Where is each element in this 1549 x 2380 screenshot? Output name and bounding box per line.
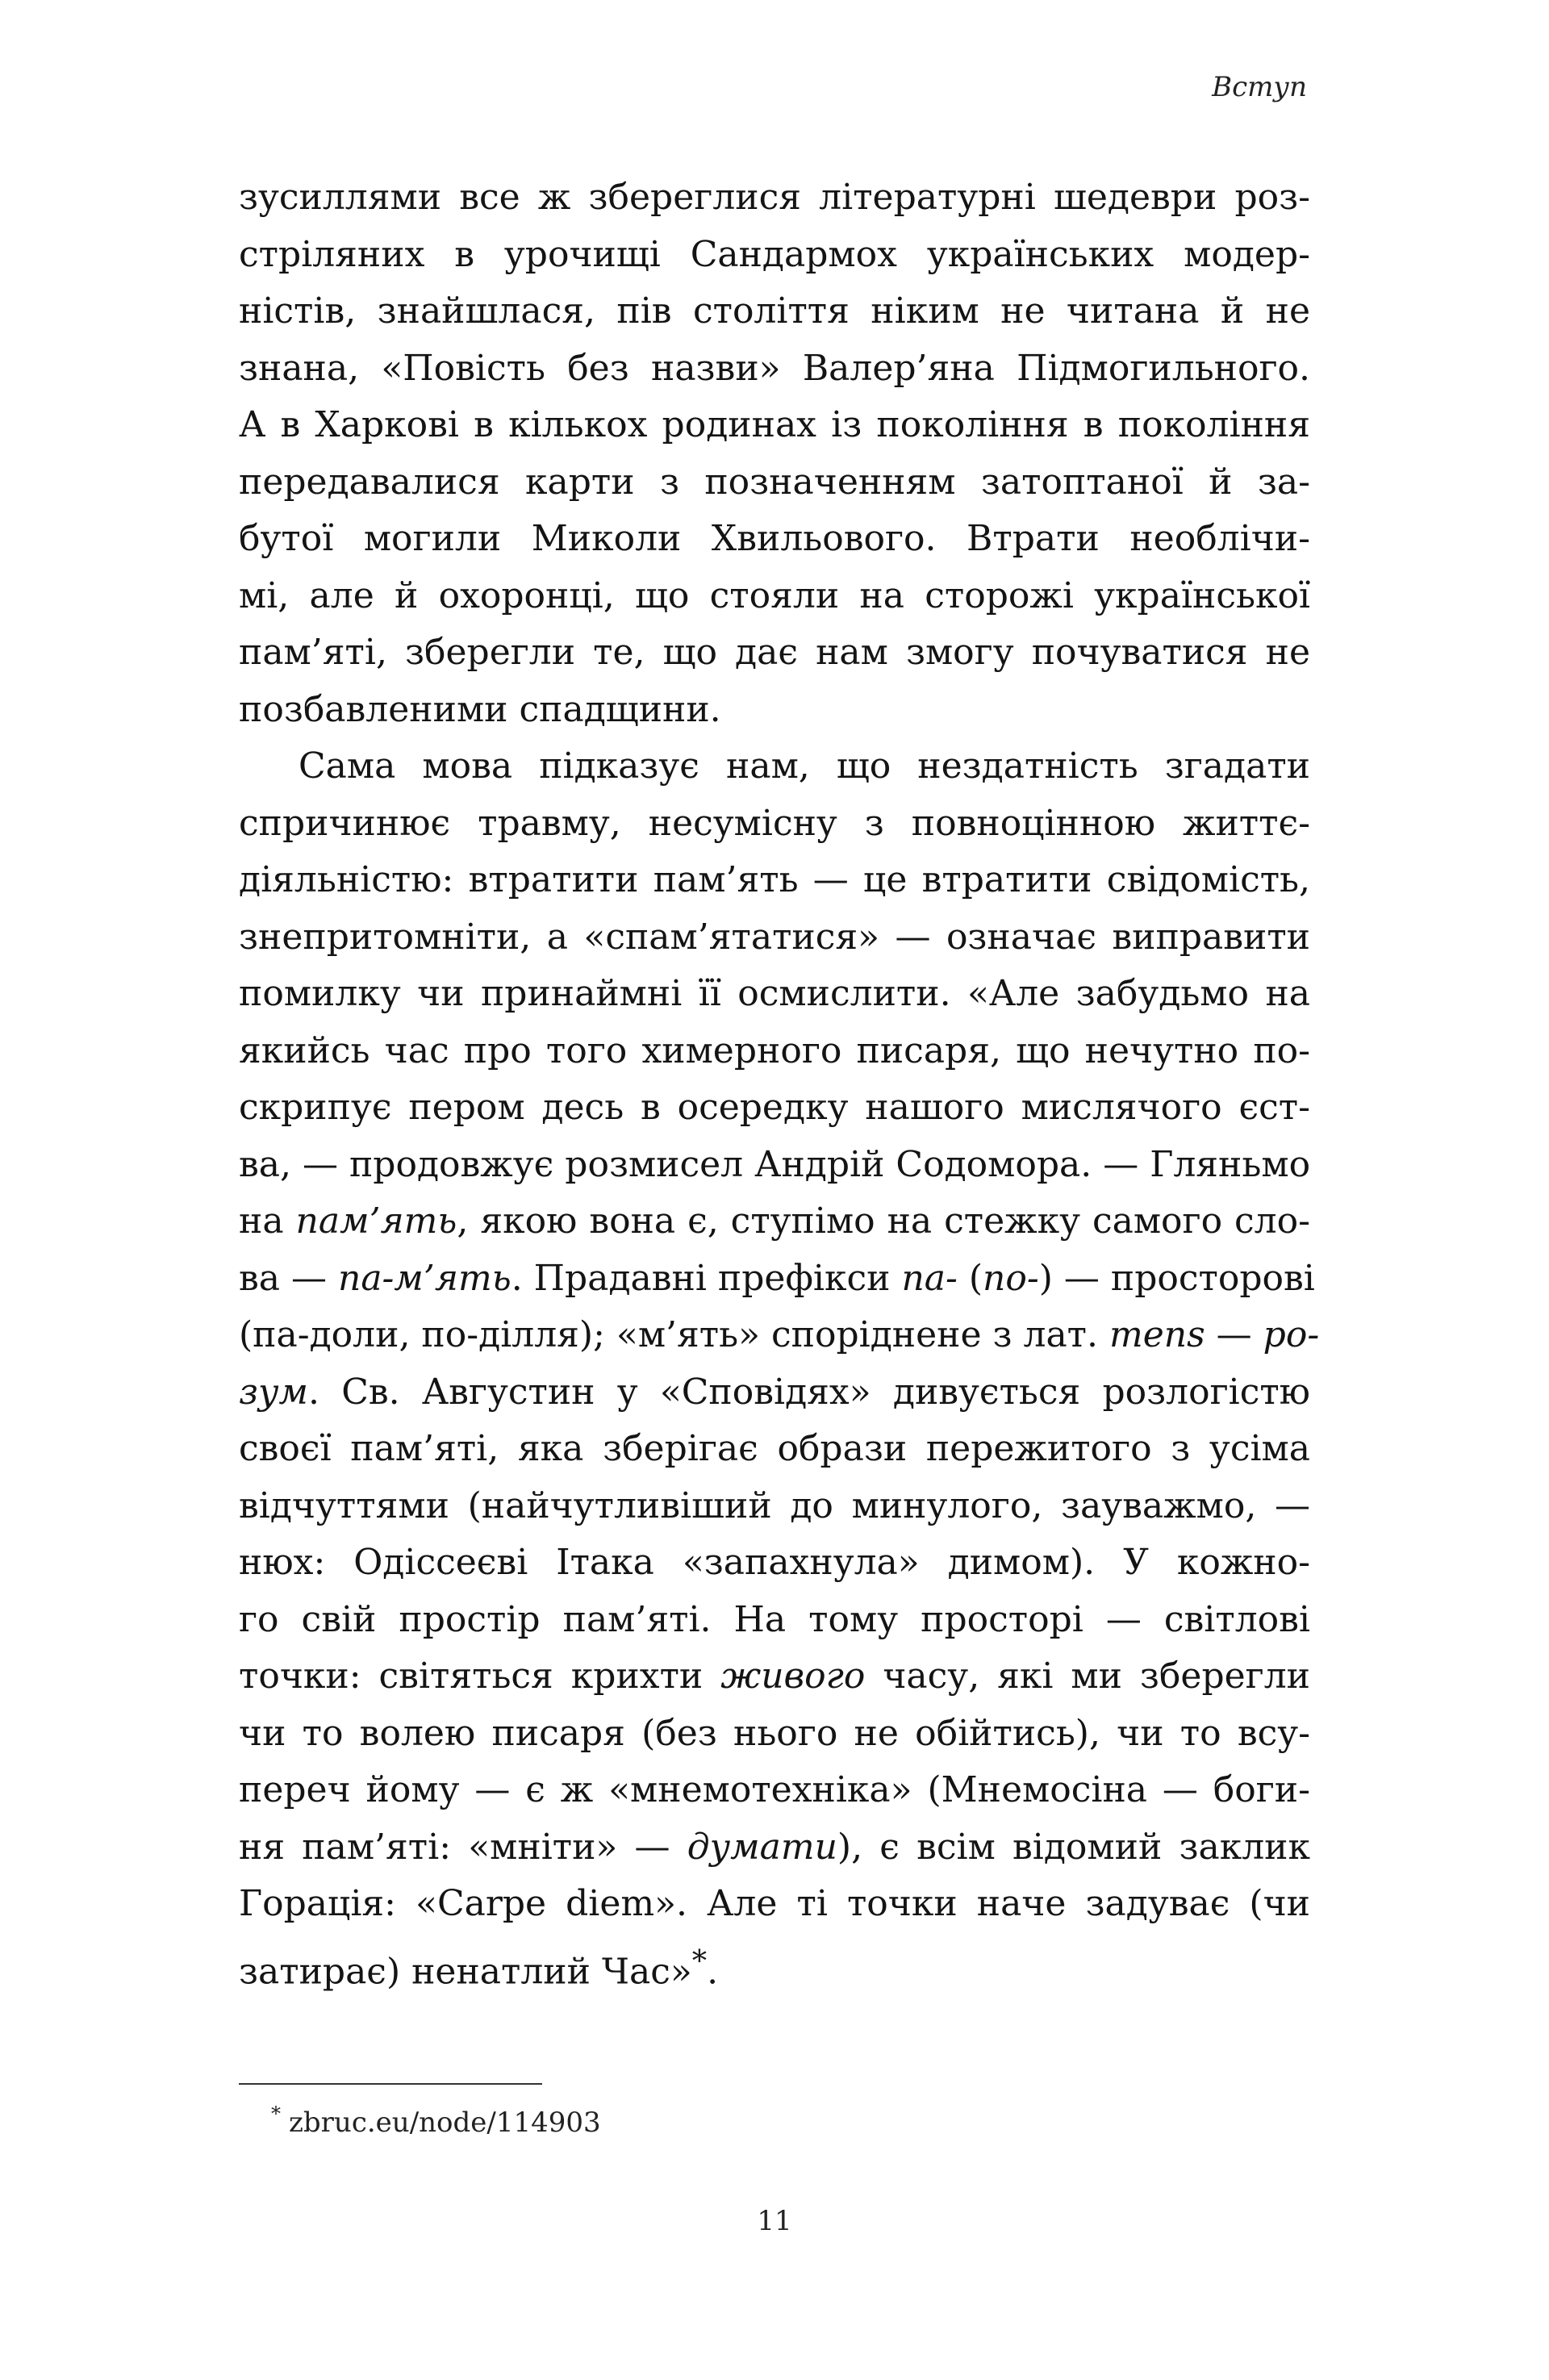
text-run: ня пам’яті: «мніти» — — [239, 1826, 687, 1868]
body-text — [239, 169, 1320, 1993]
text-line: знана, «Повість без назви» Валер’яна Підмогильного. — [239, 347, 1310, 389]
text-run: затирає) ненатлий Час» — [239, 1951, 692, 1993]
text-line: ва, — продовжує розмисел Андрій Содомора. — Гляньмо — [239, 1143, 1311, 1185]
text-run: ) — просторові — [1038, 1257, 1315, 1299]
footnote-ref: * — [691, 1943, 708, 1978]
text-line: ністів, знайшлася, пів століття ніким не читана й не — [239, 290, 1310, 332]
footnote-text: zbruc.eu/node/114903 — [289, 2107, 601, 2139]
italic-term: по- — [983, 1257, 1039, 1299]
text-line: стріляних в урочищі Сандармох українських модер- — [239, 233, 1310, 275]
italic-term: думати — [687, 1826, 837, 1868]
footnote — [271, 2096, 601, 2140]
text-run: . Св. Августин у «Сповідях» дивується розлогістю — [308, 1371, 1310, 1413]
text-line: пам’яті, зберегли те, що дає нам змогу почуватися не — [239, 632, 1310, 673]
running-header: Вступ — [1212, 71, 1307, 103]
text-line — [239, 1933, 1310, 1993]
text-line: позбавленими спадщини. — [239, 688, 721, 730]
text-line — [239, 1251, 1315, 1308]
text-run: ), є всім відомий заклик — [837, 1826, 1310, 1868]
text-line: го свій простір пам’яті. На тому просторі — світлові — [239, 1598, 1310, 1640]
text-line: відчуттями (найчутливіший до минулого, зауважмо, — — [239, 1484, 1310, 1526]
text-line: чи то волею писаря (без нього не обійтись), чи то всу- — [239, 1712, 1310, 1754]
footnote-rule — [239, 2083, 542, 2085]
text-line: нюх: Одіссеєві Ітака «запахнула» димом). У кожно- — [239, 1542, 1310, 1583]
text-run: на — [239, 1200, 296, 1242]
italic-term: па-м’ять — [337, 1257, 511, 1299]
text-run: ва — — [239, 1257, 338, 1299]
text-run: (па-доли, по-ділля); «м’ять» споріднене з лат. — [239, 1314, 1109, 1355]
text-line: своєї пам’яті, яка зберігає образи пережитого з усіма — [239, 1428, 1310, 1469]
text-run: точки: світяться крихти — [239, 1656, 721, 1697]
italic-term: зум — [239, 1371, 309, 1413]
text-line: бутої могили Миколи Хвильового. Втрати необлічи- — [239, 518, 1310, 559]
text-line — [239, 1364, 1310, 1422]
text-line: переч йому — є ж «мнемотехніка» (Мнемосіна — боги- — [239, 1769, 1310, 1810]
italic-term: mens — [1109, 1314, 1205, 1355]
text-line: помилку чи принаймні її осмислити. «Але забудьмо на — [239, 973, 1310, 1014]
italic-term: живого — [720, 1656, 866, 1697]
text-line — [239, 1648, 1310, 1706]
text-run: , якою вона є, ступімо на стежку самого сло- — [457, 1200, 1310, 1242]
text-line: Сама мова підказує нам, що нездатність згадати — [299, 745, 1310, 787]
text-run: ( — [957, 1257, 983, 1299]
text-line: Горація: «Carpe diem». Але ті точки наче задуває (чи — [239, 1883, 1310, 1924]
text-line — [239, 1307, 1320, 1364]
page-number: 11 — [757, 2205, 792, 2237]
text-line: діяльністю: втратити пам’ять — це втратити свідомість, — [239, 859, 1310, 900]
text-line: знепритомніти, а «спам’ятатися» — означає виправити — [239, 916, 1310, 958]
text-line: зусиллями все ж збереглися літературні шедеври роз- — [239, 177, 1310, 218]
footnote-mark: * — [271, 2102, 281, 2125]
italic-term: ро- — [1263, 1314, 1320, 1355]
italic-term: па- — [901, 1257, 958, 1299]
text-run: часу, які ми зберегли — [865, 1656, 1310, 1697]
text-line: А в Харкові в кількох родинах із покоління в покоління — [239, 404, 1310, 445]
text-run: — — [1205, 1314, 1263, 1355]
text-line: спричинює травму, несумісну з повноцінною життє- — [239, 802, 1310, 844]
italic-term: пам’ять — [295, 1200, 457, 1242]
text-line: скрипує пером десь в осередку нашого мислячого єст- — [239, 1087, 1310, 1128]
text-run: . Прадавні префікси — [511, 1257, 902, 1299]
text-line: якийсь час про того химерного писаря, що нечутно по- — [239, 1029, 1310, 1071]
text-line — [239, 1819, 1310, 1877]
text-line: передавалися карти з позначенням затоптаної й за- — [239, 461, 1310, 503]
text-line — [239, 1193, 1310, 1251]
text-line: мі, але й охоронці, що стояли на сторожі української — [239, 574, 1310, 616]
text-run: . — [707, 1951, 719, 1993]
